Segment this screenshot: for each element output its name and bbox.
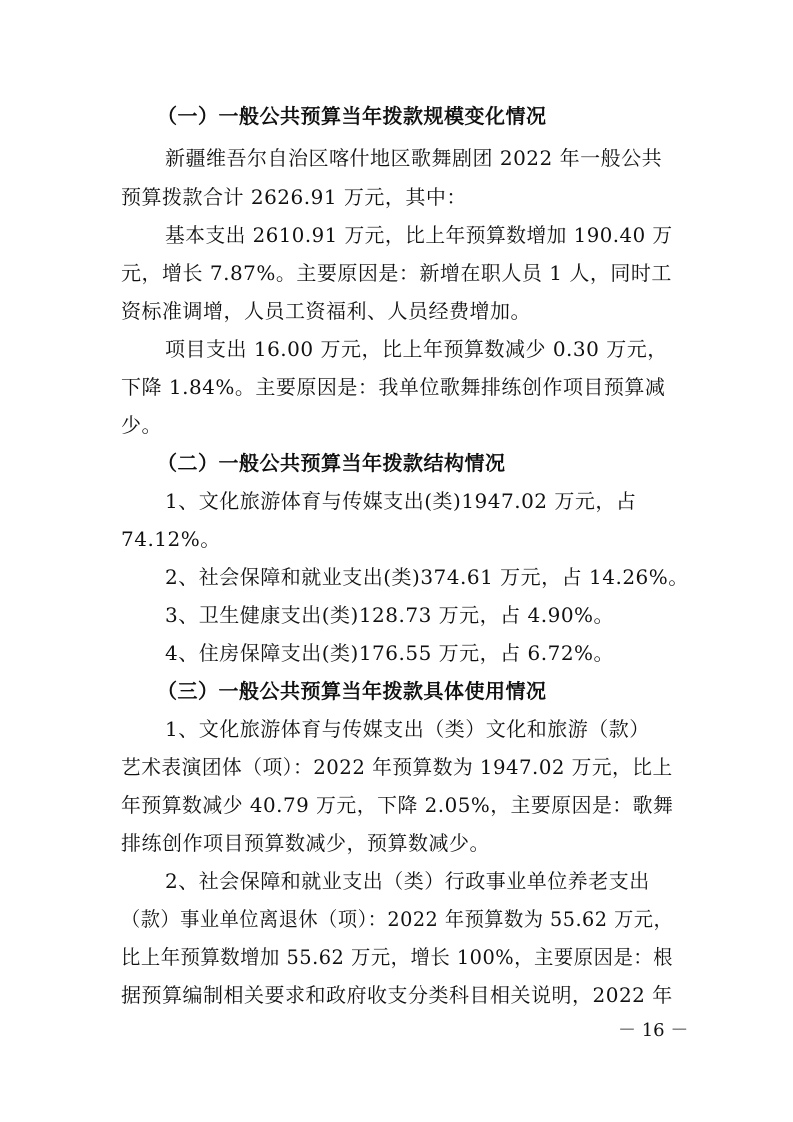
paragraph-line: 3、卫生健康支出(类)128.73 万元，占 4.90%。 bbox=[165, 603, 615, 627]
paragraph-line: 排练创作项目预算数减少，预算数减少。 bbox=[121, 831, 490, 855]
section-heading-3: （三）一般公共预算当年拨款具体使用情况 bbox=[157, 679, 547, 703]
paragraph-line: 2、社会保障和就业支出(类)374.61 万元，占 14.26%。 bbox=[165, 565, 689, 589]
paragraph-line: 1、文化旅游体育与传媒支出(类)1947.02 万元，占 bbox=[165, 489, 637, 513]
paragraph-line: 项目支出 16.00 万元，比上年预算数减少 0.30 万元， bbox=[165, 337, 668, 361]
paragraph-line: 据预算编制相关要求和政府收支分类科目相关说明，2022 年 bbox=[121, 983, 673, 1007]
page-number: － 16 － bbox=[618, 1020, 689, 1041]
paragraph-line: 1、文化旅游体育与传媒支出（类）文化和旅游（款） bbox=[165, 717, 650, 741]
paragraph-line: 4、住房保障支出(类)176.55 万元，占 6.72%。 bbox=[165, 641, 615, 665]
paragraph-line: 基本支出 2610.91 万元，比上年预算数增加 190.40 万 bbox=[165, 223, 673, 247]
paragraph-line: 74.12%。 bbox=[121, 527, 221, 551]
paragraph-line: 艺术表演团体（项）：2022 年预算数为 1947.02 万元，比上 bbox=[121, 755, 673, 779]
paragraph-line: 新疆维吾尔自治区喀什地区歌舞剧团 2022 年一般公共 bbox=[165, 146, 663, 170]
paragraph-line: 少。 bbox=[121, 413, 162, 437]
paragraph-line: 资标准调增，人员工资福利、人员经费增加。 bbox=[121, 299, 531, 323]
paragraph-line: 下降 1.84%。主要原因是：我单位歌舞排练创作项目预算减 bbox=[121, 375, 666, 399]
paragraph-line: 2、社会保障和就业支出（类）行政事业单位养老支出 bbox=[165, 869, 650, 893]
paragraph-line: 比上年预算数增加 55.62 万元，增长 100%，主要原因是：根 bbox=[121, 945, 674, 969]
section-heading-1: （一）一般公共预算当年拨款规模变化情况 bbox=[157, 104, 547, 128]
section-heading-2: （二）一般公共预算当年拨款结构情况 bbox=[157, 451, 506, 475]
paragraph-line: 元，增长 7.87%。主要原因是：新增在职人员 1 人，同时工 bbox=[121, 261, 672, 285]
paragraph-line: （款）事业单位离退休（项）：2022 年预算数为 55.62 万元， bbox=[121, 907, 674, 931]
paragraph-line: 预算拨款合计 2626.91 万元，其中： bbox=[121, 185, 467, 209]
paragraph-line: 年预算数减少 40.79 万元，下降 2.05%，主要原因是：歌舞 bbox=[121, 793, 674, 817]
